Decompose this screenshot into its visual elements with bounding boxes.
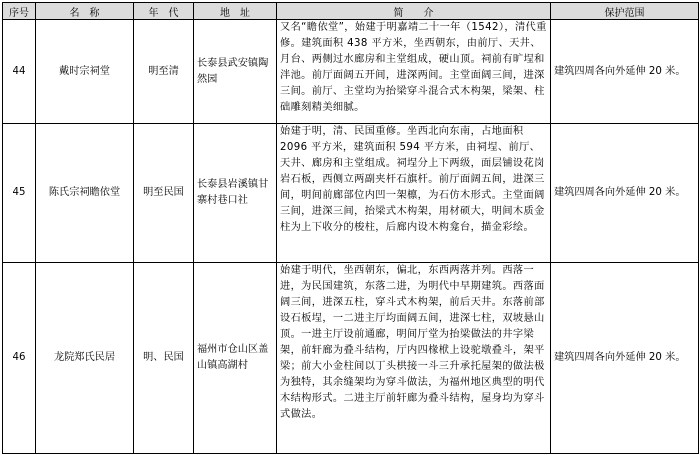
row-no: 46 bbox=[3, 263, 36, 454]
row-era: 明、民国 bbox=[134, 263, 194, 454]
header-address: 地 址 bbox=[194, 3, 277, 20]
header-name: 名 称 bbox=[36, 3, 134, 20]
row-protection: 建筑四周各向外延伸 20 米。 bbox=[551, 263, 699, 454]
heritage-table bbox=[2, 2, 699, 454]
row-intro: 始建于明代，坐西朝东，偏北，东西两落并列。西落一进，为民国建筑，东落二进，为明代中早期建筑。西落面阔三间，进深五柱，穿斗式木构架，前后天井。东落前部设石板埕，一二进主厅均面阔五间，进深七柱，双坡悬山顶。一进主厅设前通廊，明间厅堂为抬梁做法的井字梁架，前轩廊为叠斗结构，厅内四椽栿上设驼墩叠斗，架平梁；前大小金柱间以丁头栱接一斗三升承托屋架的做法极为独特，其余缝架均为穿斗做法，为福州地区典型的明代木结构形式。二进主厅前轩廊为叠斗结构，屋身均为穿斗式做法。 bbox=[277, 263, 551, 454]
row-intro: 始建于明，清、民国重修。坐西北向东南，占地面积 2096 平方米，建筑面积 594 平方米，由祠埕、前厅、天井、廊房和主堂组成。祠埕分上下两级，面层铺设花岗岩石板，西侧立两副夹杆石旗杆。前厅面阔五间，进深三间，明间前廊部位内凹一架檩，为石仿木形式。主堂面阔三间，进深三间，抬梁式木构架，用材硕大，明间木质金柱为上下收分的梭柱，后廊内设木构龛台，描金彩绘。 bbox=[277, 124, 551, 263]
row-no: 45 bbox=[3, 124, 36, 263]
header-era: 年 代 bbox=[134, 3, 194, 20]
heritage-table-page bbox=[2, 2, 698, 453]
header-no: 序号 bbox=[3, 3, 36, 20]
row-name: 龙院郑氏民居 bbox=[36, 263, 134, 454]
row-name: 戴时宗祠堂 bbox=[36, 20, 134, 124]
row-address: 福州市仓山区盖山镇高湖村 bbox=[194, 263, 277, 454]
header-protection: 保护范围 bbox=[551, 3, 699, 20]
row-era: 明至清 bbox=[134, 20, 194, 124]
header-row bbox=[3, 3, 699, 20]
header-intro: 简 介 bbox=[277, 3, 551, 20]
row-address: 长泰县武安镇陶然园 bbox=[194, 20, 277, 124]
row-protection: 建筑四周各向外延伸 20 米。 bbox=[551, 20, 699, 124]
row-era: 明至民国 bbox=[134, 124, 194, 263]
row-address: 长泰县岩溪镇甘寨村巷口社 bbox=[194, 124, 277, 263]
table-row bbox=[3, 263, 699, 454]
row-name: 陈氏宗祠瞻依堂 bbox=[36, 124, 134, 263]
row-no: 44 bbox=[3, 20, 36, 124]
table-row bbox=[3, 124, 699, 263]
row-intro: 又名“瞻依堂”，始建于明嘉靖二十一年（1542），清代重修。建筑面积 438 平方米，坐西朝东，由前厅、天井、月台、两侧过水廊房和主堂组成，硬山顶。祠前有旷埕和泮池。前厅面阔五开间，进深两间。主堂面阔三间，进深三间。前厅、主堂均为抬梁穿斗混合式木构架，梁架、柱础雕刻精美细腻。 bbox=[277, 20, 551, 124]
table-row bbox=[3, 20, 699, 124]
row-protection: 建筑四周各向外延伸 20 米。 bbox=[551, 124, 699, 263]
